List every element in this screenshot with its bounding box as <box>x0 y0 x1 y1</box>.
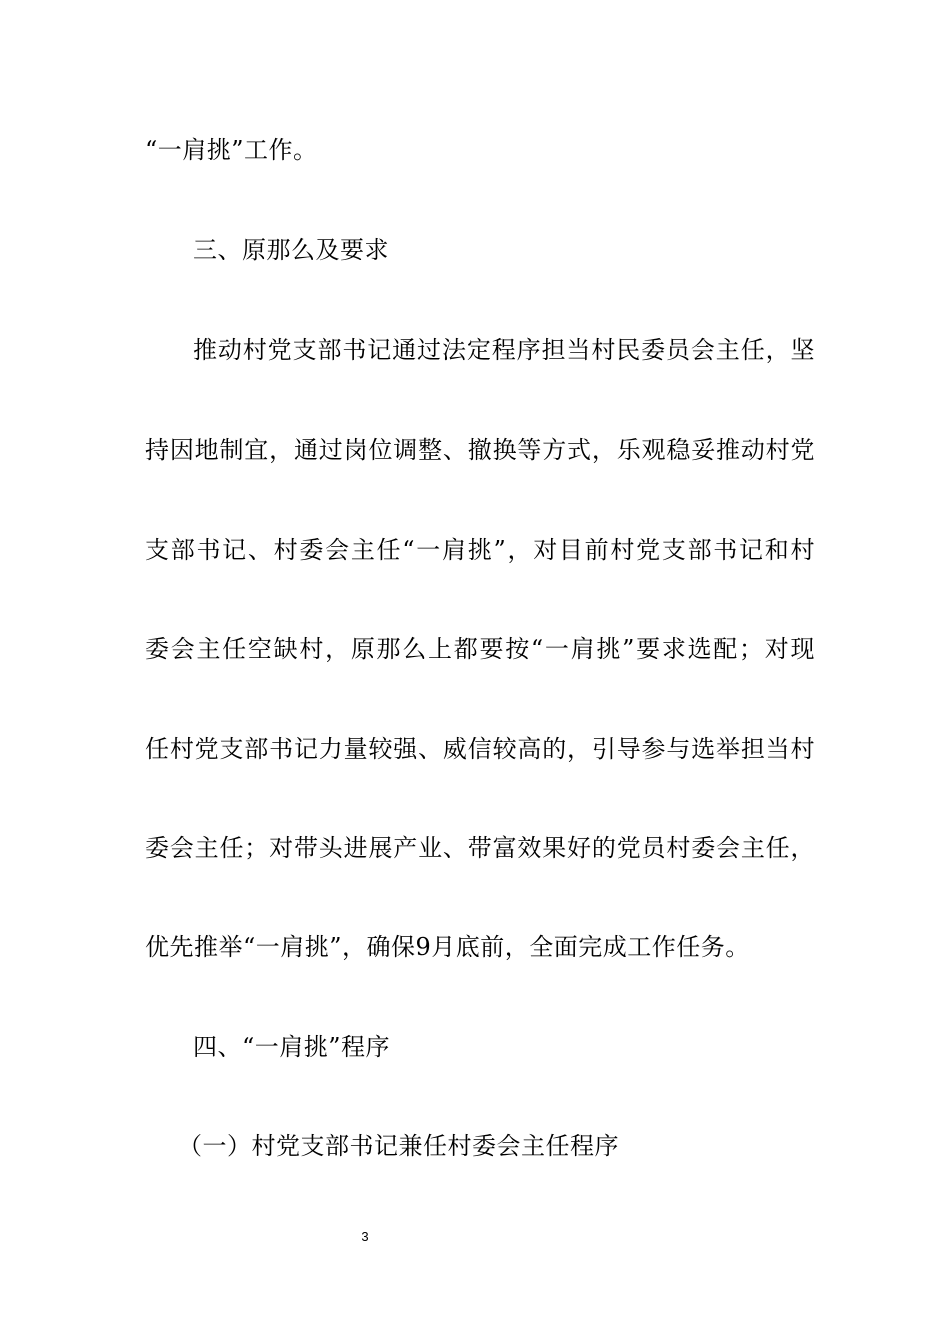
paragraph-continuation: “一肩挑”工作。 <box>145 136 318 164</box>
body-line: 任村党支部书记力量较强、威信较高的，引导参与选举担当村 <box>145 735 815 763</box>
body-line: 委会主任空缺村，原那么上都要按“一肩挑”要求选配；对现 <box>145 635 815 663</box>
subsection-heading: （一）村党支部书记兼任村委会主任程序 <box>178 1132 619 1160</box>
page-number: 3 <box>361 1229 369 1244</box>
body-line: 优先推举“一肩挑”，确保9月底前，全面完成工作任务。 <box>145 933 750 961</box>
body-line: 持因地制宜，通过岗位调整、撤换等方式，乐观稳妥推动村党 <box>145 436 815 464</box>
section-heading-principles: 三、原那么及要求 <box>193 236 389 264</box>
body-line: 支部书记、村委会主任“一肩挑”，对目前村党支部书记和村 <box>145 536 815 564</box>
section-heading-procedure: 四、“一肩挑”程序 <box>193 1033 391 1061</box>
body-line: 推动村党支部书记通过法定程序担当村民委员会主任，坚 <box>193 336 815 364</box>
body-line: 委会主任；对带头进展产业、带富效果好的党员村委会主任， <box>145 834 815 862</box>
